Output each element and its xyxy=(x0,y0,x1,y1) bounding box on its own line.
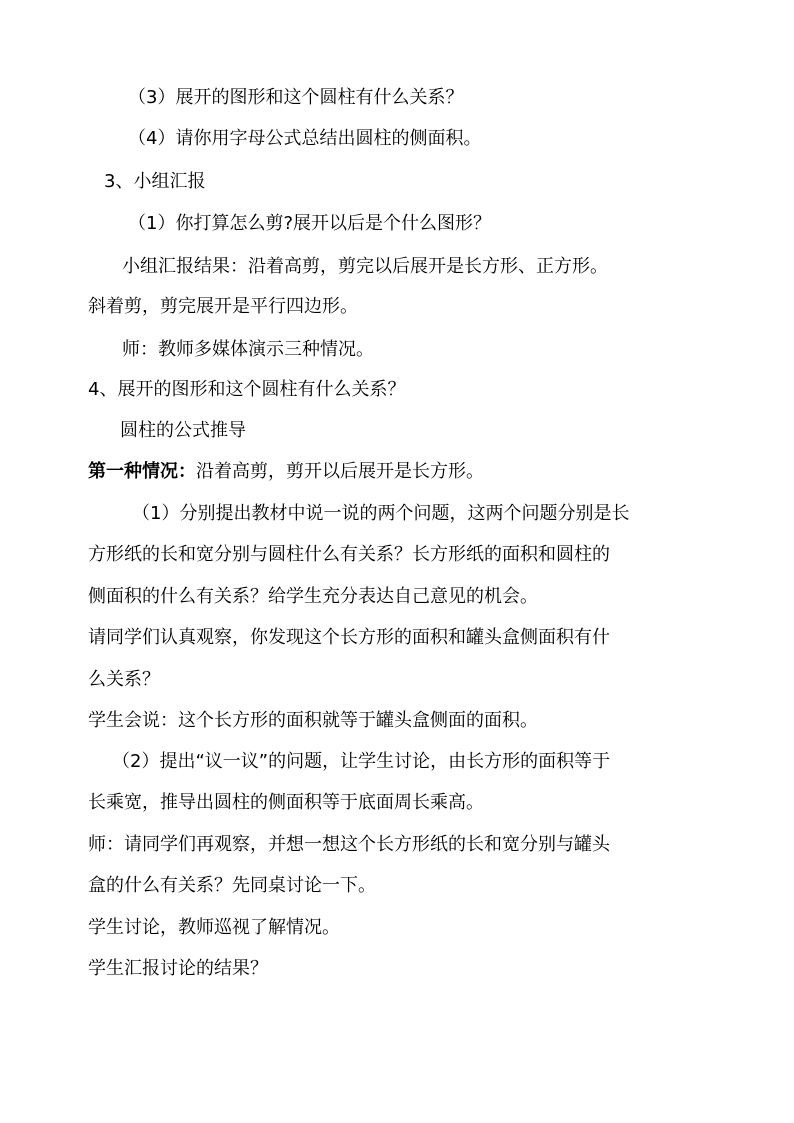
text-line-16: 学生会说：这个长方形的面积就等于罐头盒侧面的面积。 xyxy=(88,710,538,731)
text-line-21: 学生讨论，教师巡视了解情况。 xyxy=(88,917,340,938)
text-line-5: 小组汇报结果：沿着高剪，剪完以后展开是长方形、正方形。 xyxy=(122,256,608,277)
text-line-13: 侧面积的什么有关系？给学生充分表达自己意见的机会。 xyxy=(88,586,538,607)
case-line xyxy=(88,460,708,484)
text-line-15: 么关系？ xyxy=(88,669,160,690)
text-line-22: 学生汇报讨论的结果？ xyxy=(88,958,268,979)
section-heading-3: 3、小组汇报 xyxy=(104,171,206,192)
text-line-17: （2）提出“议一议”的问题，让学生讨论，由长方形的面积等于 xyxy=(112,751,611,772)
text-line-1: （3）展开的图形和这个圆柱有什么关系？ xyxy=(128,87,464,108)
text-line-6: 斜着剪，剪完展开是平行四边形。 xyxy=(88,296,358,317)
text-line-14: 请同学们认真观察，你发现这个长方形的面积和罐头盒侧面积有什 xyxy=(88,627,610,648)
text-line-18: 长乘宽，推导出圆柱的侧面积等于底面周长乘高。 xyxy=(88,792,484,813)
section-heading-4: 4、展开的图形和这个圆柱有什么关系？ xyxy=(88,379,406,400)
text-line-7: 师：教师多媒体演示三种情况。 xyxy=(122,339,374,360)
text-line-2: （4）请你用字母公式总结出圆柱的侧面积。 xyxy=(128,128,482,149)
subheading-formula-derivation: 圆柱的公式推导 xyxy=(120,420,246,441)
case-text: 沿着高剪，剪开以后展开是长方形。 xyxy=(196,461,484,482)
text-line-11: （1）分别提出教材中说一说的两个问题，这两个问题分别是长 xyxy=(132,503,630,524)
text-line-20: 盒的什么有关系？先同桌讨论一下。 xyxy=(88,875,376,896)
text-line-4: （1）你打算怎么剪?展开以后是个什么图形？ xyxy=(128,213,492,234)
text-line-19: 师：请同学们再观察，并想一想这个长方形纸的长和宽分别与罐头 xyxy=(88,834,610,855)
text-line-12: 方形纸的长和宽分别与圆柱什么有关系？长方形纸的面积和圆柱的 xyxy=(88,544,610,565)
case-label: 第一种情况： xyxy=(88,461,196,482)
